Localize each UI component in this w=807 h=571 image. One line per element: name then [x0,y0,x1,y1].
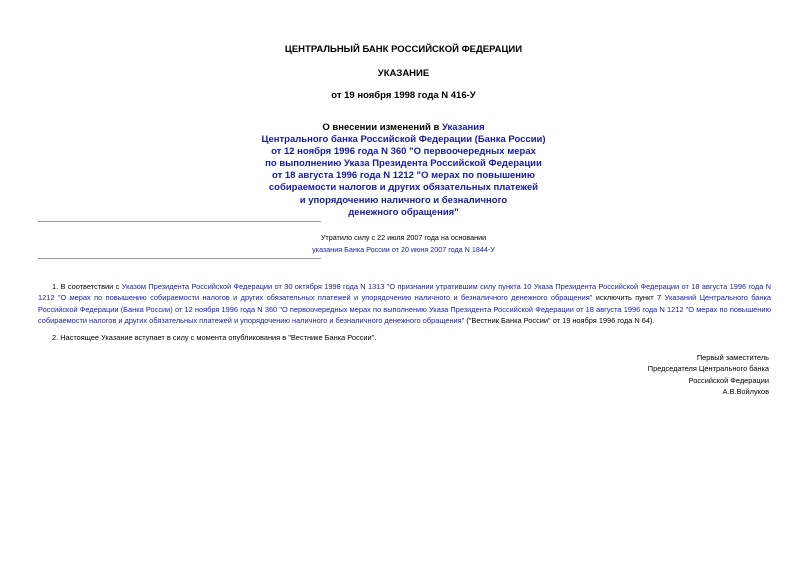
signature-line-3: Российской Федерации [688,375,769,385]
title-link-line-7[interactable]: и упорядочению наличного и безналичного [299,194,508,206]
signature-block [648,352,769,397]
paragraph-1-middle: исключить пункт 7 [592,293,665,303]
paragraph-1-decree-link[interactable]: Указом Президента Российской Федерации от 30 октября 1998 года N 1313 "О признании утратившим силу пункта 10 Указа Президента Российской Федерации от 18 августа 1996 года N 1212 "О мерах по повышению собираемости налогов и других обязательных платежей и упорядочению наличного и безналичного денежного обращения" [38,282,772,303]
title-link-line-6[interactable]: собираемости налогов и других обязательных платежей [268,182,539,194]
document-type-heading: УКАЗАНИЕ [377,68,430,79]
paragraph-2 [38,332,771,343]
paragraph-1 [38,281,771,326]
title-link-line-3[interactable]: от 12 ноября 1996 года N 360 "О первоочередных мерах [271,146,536,158]
title-prefix: О внесении изменений в [322,122,442,133]
signature-line-1: Первый заместитель [696,353,769,362]
lapsed-notice-text: Утратило силу с 22 июля 2007 года на основании [320,233,487,242]
signature-name: А.В.Войлуков [722,386,769,396]
paragraph-1-lead: 1. В соответствии с [52,282,122,291]
lapsed-notice [0,232,807,256]
title-link-line-8[interactable]: денежного обращения" [348,206,459,218]
lapsed-notice-link[interactable]: указания Банка России от 20 июня 2007 года N 1844-У [312,245,495,254]
title-link-line-4[interactable]: по выполнению Указа Президента Российской Федерации [265,158,542,170]
paragraph-1-tail: ("Вестник Банка России" от 19 ноября 1996 года N 64). [464,315,655,325]
paragraph-1-directive-link[interactable]: Указаний Центрального банка Российской Федерации (Банка России) от 12 ноября 1996 года N 360 "О первоочередных мерах по выполнению Указа Президента Российской Федерации от 18 августа 1996 года N 1212 "О мерах по повышению собираемости налогов и других обязательных платежей и упорядочению наличного и безналичного денежного обращения" [38,293,771,325]
title-link-line-5[interactable]: от 18 августа 1996 года N 1212 "О мерах по повышению [272,170,535,182]
signature-line-2: Председателя Центрального банка [647,364,769,374]
document-title [0,122,807,219]
divider-top [38,221,321,222]
title-link-line-1[interactable]: Указания [441,122,485,133]
divider-bottom [38,258,321,259]
paragraph-2-text: 2. Настоящее Указание вступает в силу с момента опубликования в "Вестнике Банка России". [52,333,377,342]
document-date-heading: от 19 ноября 1998 года N 416-У [331,90,476,101]
title-link-line-2[interactable]: Центрального банка Российской Федерации (Банка России) [261,134,546,146]
issuer-heading: ЦЕНТРАЛЬНЫЙ БАНК РОССИЙСКОЙ ФЕДЕРАЦИИ [284,44,523,55]
